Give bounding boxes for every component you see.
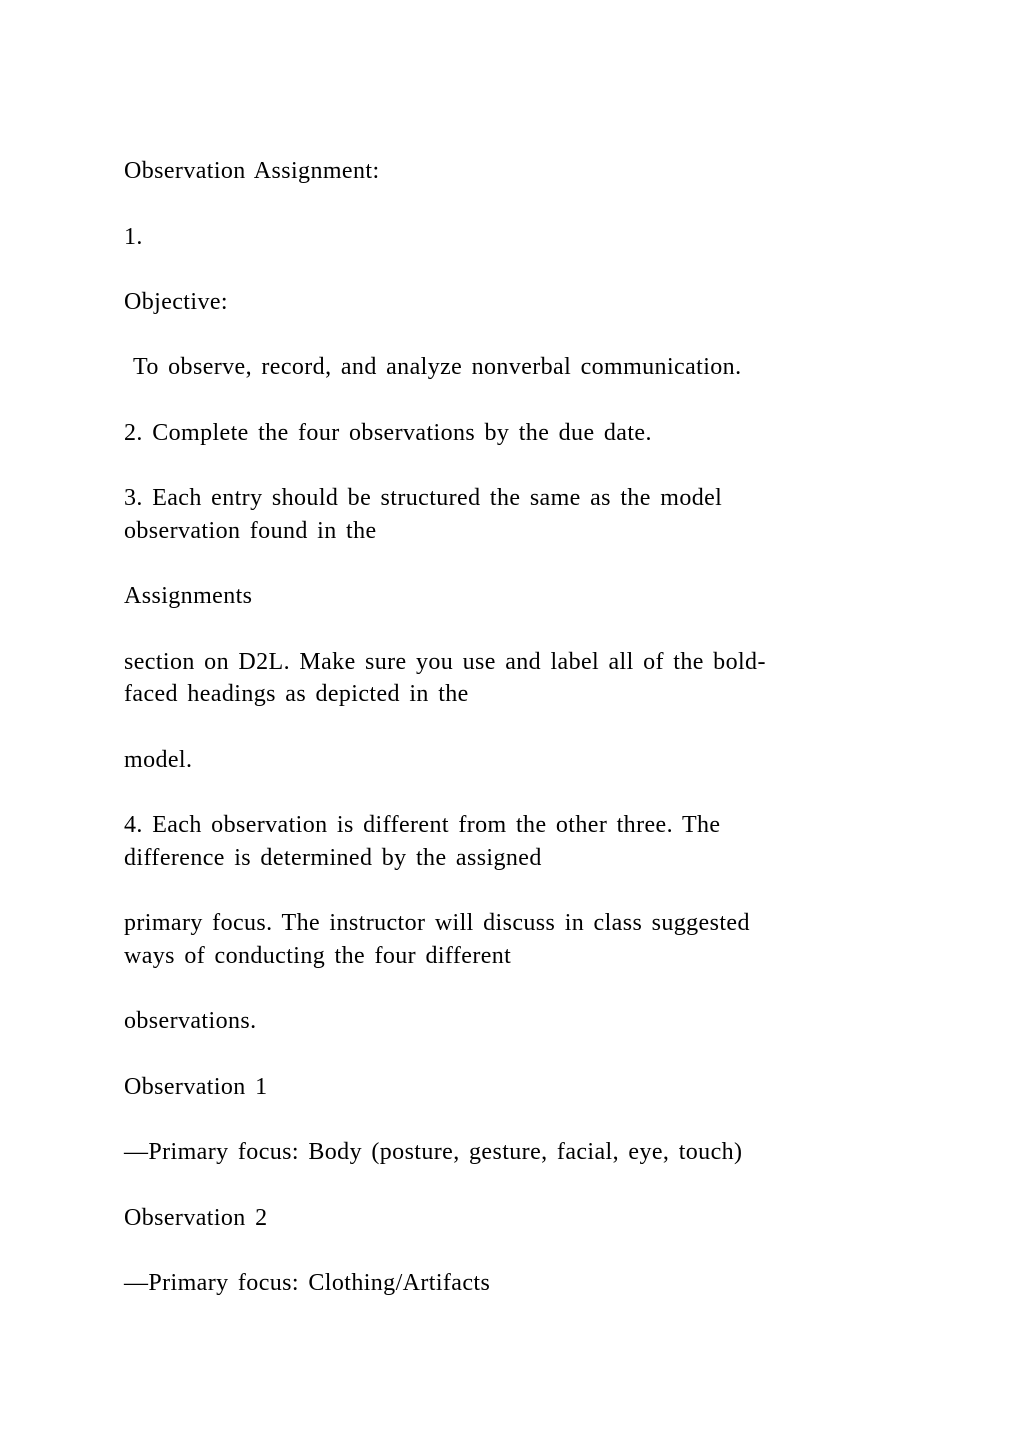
item-1-number: 1. <box>124 224 143 250</box>
observation-1-heading: Observation 1 <box>124 1074 268 1100</box>
observations-word: observations. <box>124 1008 257 1034</box>
item-4-line-2: difference is determined by the assigned <box>124 845 542 871</box>
section-line-1: section on D2L. Make sure you use and label all of the bold- <box>124 649 766 675</box>
item-3-line-2: observation found in the <box>124 518 377 544</box>
focus-line-1: primary focus. The instructor will discuss in class suggested <box>124 910 750 936</box>
assignments-word: Assignments <box>124 583 253 609</box>
observation-2-focus: —Primary focus: Clothing/Artifacts <box>124 1270 491 1296</box>
observation-1-focus: —Primary focus: Body (posture, gesture, facial, eye, touch) <box>124 1139 743 1165</box>
item-3-line-1: 3. Each entry should be structured the same as the model <box>124 485 723 511</box>
section-line-2: faced headings as depicted in the <box>124 681 469 707</box>
model-word: model. <box>124 747 193 773</box>
item-4-line-1: 4. Each observation is different from the other three. The <box>124 812 721 838</box>
observation-2-heading: Observation 2 <box>124 1205 268 1231</box>
item-2-text: 2. Complete the four observations by the due date. <box>124 420 652 446</box>
objective-label: Objective: <box>124 289 228 315</box>
focus-line-2: ways of conducting the four different <box>124 943 512 969</box>
objective-text: To observe, record, and analyze nonverbal communication. <box>124 354 742 380</box>
document-title: Observation Assignment: <box>124 158 380 184</box>
